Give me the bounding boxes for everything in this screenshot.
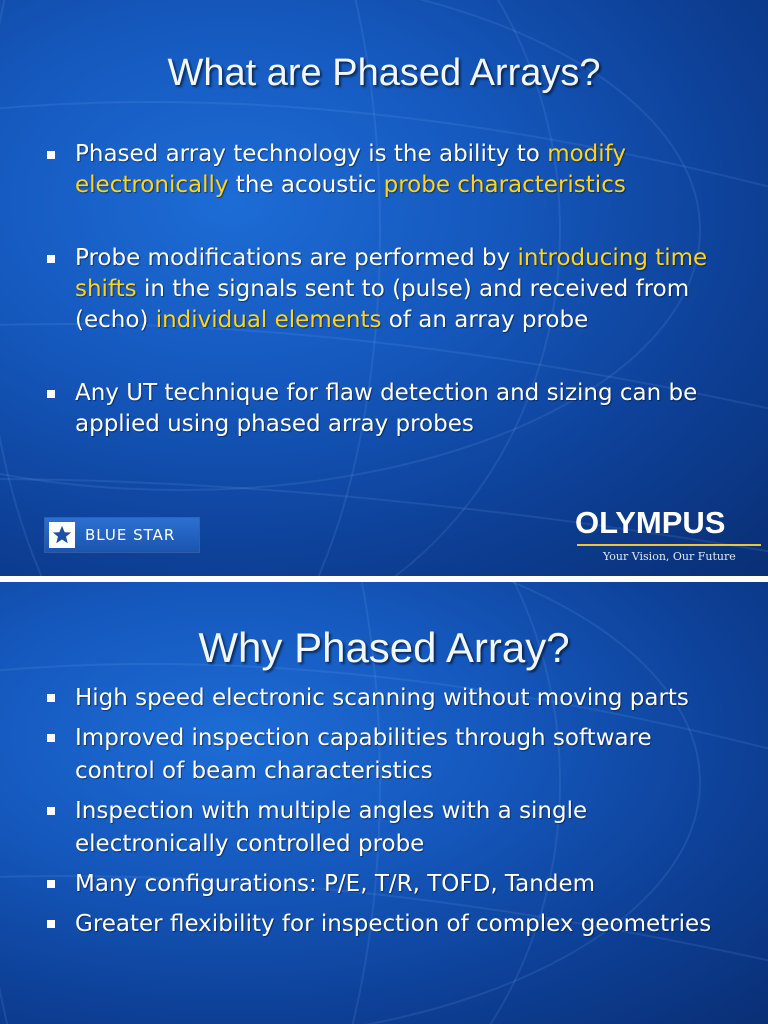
olympus-logo (575, 505, 765, 567)
olympus-rule (577, 544, 761, 546)
bullet-item (0, 682, 768, 715)
square-bullet-icon (47, 807, 55, 815)
bullet-text: Many configurations: P/E, T/R, TOFD, Tandem (75, 871, 596, 897)
star-icon-box (49, 522, 75, 548)
highlight-text: introducing time shifts (75, 245, 708, 302)
highlight-text: modify electronically (75, 141, 626, 198)
bullet-text: Greater flexibility for inspection of complex geometries (75, 911, 712, 937)
bullet-text: in the signals sent to (pulse) and received from (echo) (75, 276, 690, 333)
slide-title: Why Phased Array? (198, 624, 570, 671)
bullet-text: Probe modifications are performed by (75, 245, 518, 271)
star-icon (51, 524, 73, 546)
highlight-text: probe characteristics (383, 172, 626, 198)
bullet-item (0, 722, 768, 788)
bullet-text: Inspection with multiple angles with a single electronically controlled probe (75, 798, 588, 857)
olympus-tagline: Your Vision, Our Future (603, 550, 736, 563)
bullet-list (0, 139, 768, 482)
bullet-text: Phased array technology is the ability to (75, 141, 548, 167)
square-bullet-icon (47, 880, 55, 888)
bullet-item (0, 868, 768, 901)
slide-why-phased-array (0, 582, 768, 1024)
highlight-text: individual elements (155, 307, 382, 333)
slide-title: What are Phased Arrays? (167, 52, 601, 94)
bullet-item (0, 139, 768, 201)
square-bullet-icon (47, 390, 55, 398)
bullet-item (0, 378, 768, 440)
square-bullet-icon (47, 694, 55, 702)
bullet-item (0, 908, 768, 941)
bullet-item (0, 795, 768, 861)
bluestar-logo-text: BLUE STAR (85, 526, 176, 544)
olympus-logo-text: OLYMPUS (575, 505, 726, 540)
square-bullet-icon (47, 151, 55, 159)
bullet-text: High speed electronic scanning without moving parts (75, 685, 689, 711)
bullet-text: of an array probe (381, 307, 589, 333)
square-bullet-icon (47, 255, 55, 263)
square-bullet-icon (47, 734, 55, 742)
square-bullet-icon (47, 920, 55, 928)
bluestar-logo (45, 518, 199, 552)
bullet-text: the acoustic (228, 172, 384, 198)
bullet-text: Improved inspection capabilities through software control of beam characteristics (75, 725, 652, 784)
bullet-list (0, 682, 768, 948)
bullet-item (0, 243, 768, 336)
bullet-text: Any UT technique for flaw detection and sizing can be applied using phased array probes (75, 380, 698, 437)
